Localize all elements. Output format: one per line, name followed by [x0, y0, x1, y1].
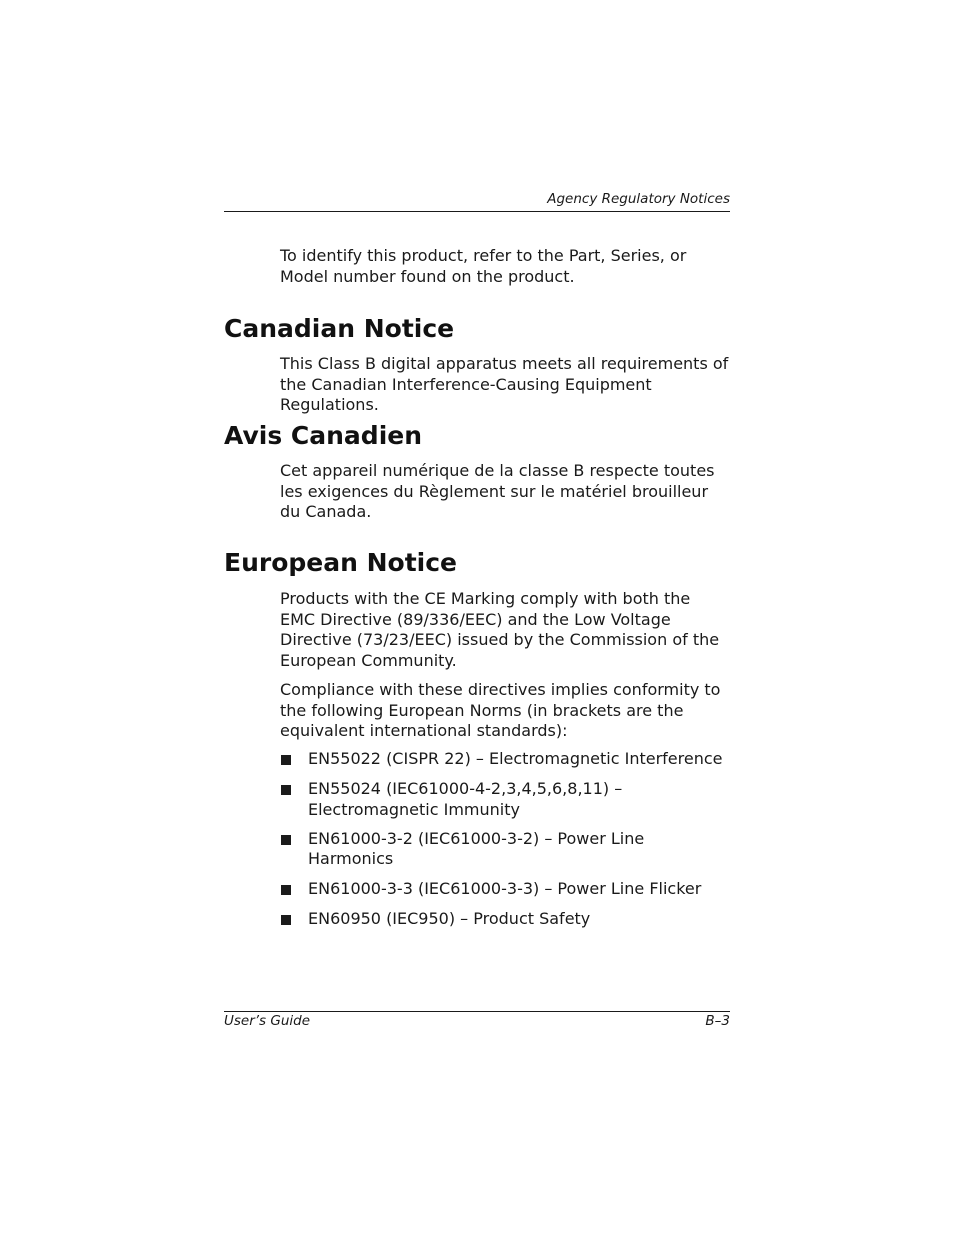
list-item-text: EN55024 (IEC61000-4-2,3,4,5,6,8,11) – Electromagnetic Immunity: [308, 779, 623, 819]
list-item-text: EN60950 (IEC950) – Product Safety: [308, 909, 591, 928]
european-notice-paragraph-ce: Products with the CE Marking comply with both the EMC Directive (89/336/EEC) and the Low Voltage Directive (73/23/EEC) issued by the Commission of the European Community.: [280, 589, 720, 670]
square-bullet-icon: [281, 915, 291, 925]
european-norms-list: [280, 749, 730, 939]
avis-canadien-paragraph: Cet appareil numérique de la classe B respecte toutes les exigences du Règlement sur le matériel brouilleur du Canada.: [280, 461, 715, 521]
list-item: [280, 779, 730, 820]
avis-canadien-heading: Avis Canadien: [224, 421, 423, 450]
list-item: [280, 829, 730, 870]
list-item-text: EN61000-3-2 (IEC61000-3-2) – Power Line Harmonics: [308, 828, 645, 868]
canadian-notice-paragraph: This Class B digital apparatus meets all requirements of the Canadian Interference-Causing Equipment Regulations.: [280, 354, 729, 414]
footer-divider: [224, 1011, 730, 1012]
square-bullet-icon: [281, 785, 291, 795]
square-bullet-icon: [281, 755, 291, 765]
square-bullet-icon: [281, 835, 291, 845]
footer-page-number: B–3: [705, 1013, 730, 1029]
header-section-title: Agency Regulatory Notices: [547, 191, 730, 207]
list-item: [280, 749, 730, 770]
list-item-text: EN61000-3-3 (IEC61000-3-3) – Power Line Flicker: [308, 879, 702, 898]
european-notice-paragraph-norms: Compliance with these directives implies conformity to the following European Norms (in brackets are the equivalent international standards):: [280, 680, 721, 740]
canadian-notice-heading: Canadian Notice: [224, 314, 455, 343]
header-divider: [224, 211, 730, 212]
list-item: [280, 879, 730, 900]
list-item-text: EN55022 (CISPR 22) – Electromagnetic Interference: [308, 749, 723, 768]
list-item: [280, 909, 730, 930]
intro-paragraph: To identify this product, refer to the Part, Series, or Model number found on the product.: [280, 246, 687, 286]
footer-document-title: User’s Guide: [224, 1013, 311, 1029]
square-bullet-icon: [281, 885, 291, 895]
european-notice-heading: European Notice: [224, 548, 457, 577]
